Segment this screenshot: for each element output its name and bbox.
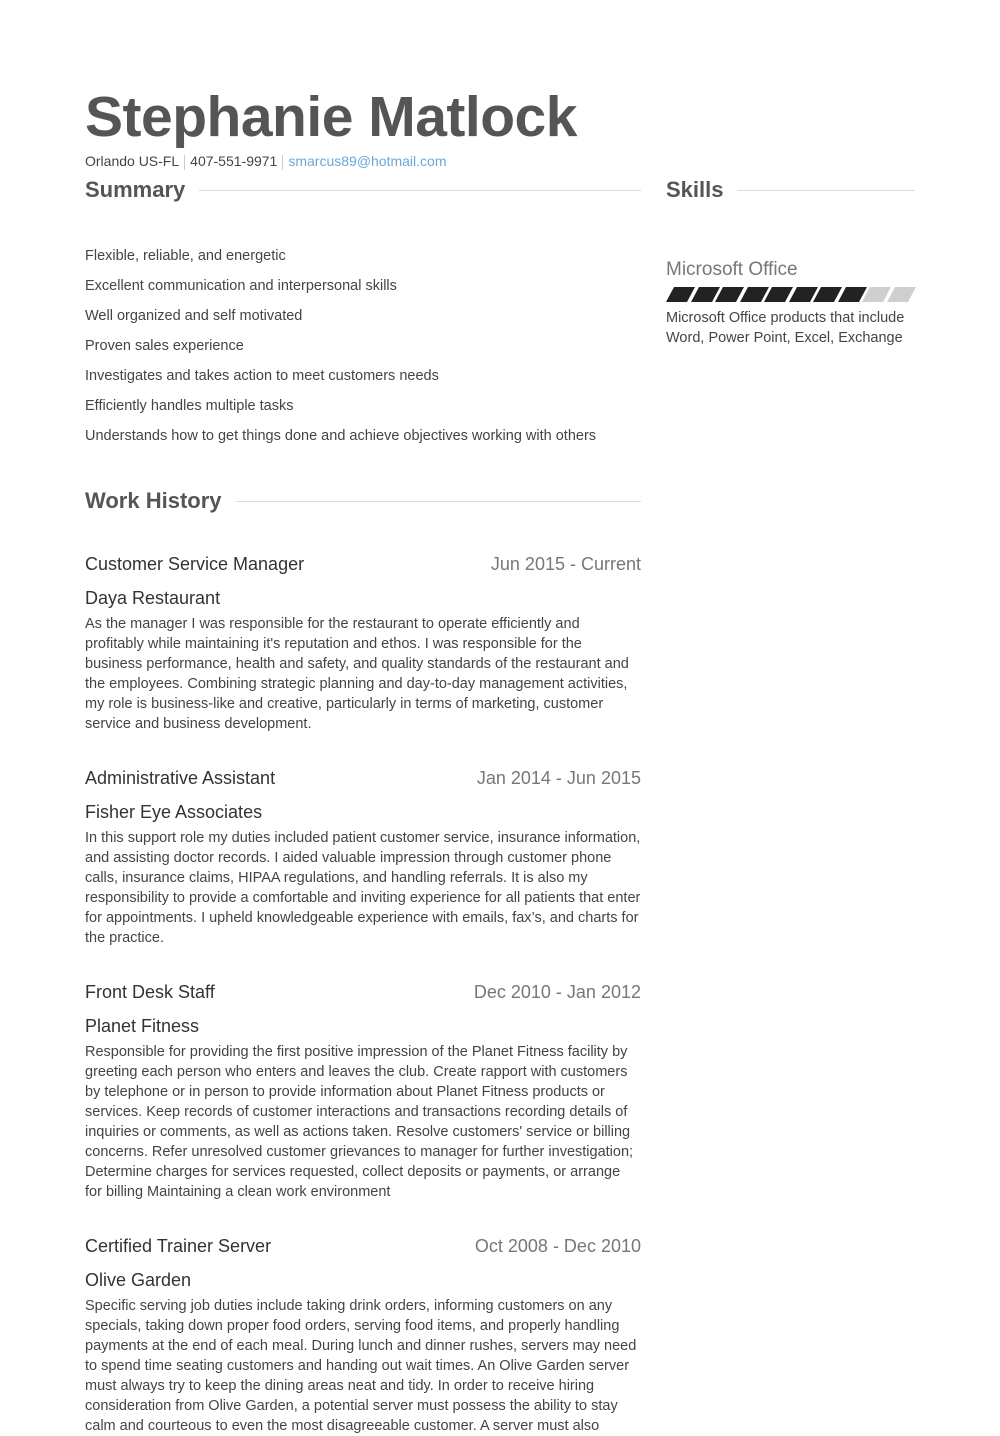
job-entry — [85, 554, 641, 734]
location: Orlando US-FL — [85, 153, 180, 169]
summary-item: Efficiently handles multiple tasks — [85, 398, 294, 414]
work-history-heading: Work History — [85, 488, 222, 513]
job-description: Specific serving job duties include taking drink orders, informing customers on any specials, taking down proper food orders, serving food items, and properly handling payments at the end of each meal. During lunch and dinner rushes, servers may need to spend time seating customers and handing out wait times. An Olive Garden server must always try to keep the dining areas neat and tidy. In order to receive hiring consideration from Olive Garden, a potential server must possess the ability to stay calm and courteous to even the most disagreeable customer. A server must also — [85, 1298, 637, 1434]
skill-segment — [715, 287, 743, 302]
summary-item: Well organized and self motivated — [85, 308, 303, 324]
skill-description: Microsoft Office products that include Word, Power Point, Excel, Exchange — [666, 310, 905, 346]
section-rule — [236, 501, 641, 502]
summary-item: Investigates and takes action to meet customers needs — [85, 368, 439, 384]
work-heading-row — [85, 486, 641, 516]
skills-heading: Skills — [666, 177, 724, 202]
summary-item: Understands how to get things done and achieve objectives working with others — [85, 428, 597, 444]
job-company: Planet Fitness — [85, 1016, 200, 1036]
summary-heading: Summary — [85, 177, 186, 202]
job-header — [85, 1236, 641, 1266]
job-dates: Jan 2014 - Jun 2015 — [476, 768, 641, 788]
skill-segment — [813, 287, 841, 302]
job-title: Front Desk Staff — [85, 982, 215, 1002]
job-company: Fisher Eye Associates — [85, 802, 263, 822]
job-description: As the manager I was responsible for the restaurant to operate efficiently and profitably while maintaining it's reputation and ethos. I was responsible for the business performance, health and safety, and quality standards of the restaurant and the employees. Combining strategic planning and day-to-day management activities, my role is business-like and creative, particularly in terms of marketing, customer service and business development. — [85, 616, 629, 732]
job-company: Daya Restaurant — [85, 588, 221, 608]
summary-heading-row — [85, 175, 641, 205]
main-column — [85, 175, 641, 1436]
job-entry — [85, 768, 641, 948]
skill-name: Microsoft Office — [666, 259, 798, 280]
candidate-name: Stephanie Matlock — [85, 85, 577, 149]
sidebar-column — [666, 175, 915, 348]
contact-line — [85, 152, 447, 170]
summary-item: Excellent communication and interpersonal skills — [85, 278, 397, 294]
summary-list — [85, 241, 641, 451]
job-company: Olive Garden — [85, 1270, 192, 1290]
skill-level-bar — [666, 287, 915, 302]
job-dates: Oct 2008 - Dec 2010 — [474, 1236, 641, 1256]
skill-segment — [862, 287, 890, 302]
summary-item: Flexible, reliable, and energetic — [85, 248, 286, 264]
job-title: Certified Trainer Server — [85, 1236, 272, 1256]
divider — [282, 155, 283, 170]
job-header — [85, 768, 641, 798]
job-header — [85, 982, 641, 1012]
skills-heading-row — [666, 175, 915, 205]
section-rule — [737, 190, 915, 191]
job-description: In this support role my duties included patient customer service, insurance information, and assisting doctor records. I aided valuable impression through customer phone calls, insurance claims, HIPAA regulations, and handling referrals. It is also my responsibility to provide a comfortable and inviting experience for all patients that enter for appointments. I upheld knowledgeable experience with emails, fax’s, and charts for the practice. — [85, 830, 641, 946]
skill-segment — [764, 287, 792, 302]
divider — [184, 155, 185, 170]
job-header — [85, 554, 641, 584]
skill-segment — [887, 287, 915, 302]
job-entry — [85, 1236, 641, 1436]
phone: 407-551-9971 — [190, 153, 278, 169]
job-description: Responsible for providing the first positive impression of the Planet Fitness facility by greeting each person who enters and leaves the club. Create rapport with customers by telephone or in person to provide information about Planet Fitness products or services. Keep records of customer interactions and transactions recording details of inquiries or comments, as well as actions taken. Resolve customers' service or billing concerns. Refer unresolved customer grievances to manager for further investigation; Determine charges for services requested, collect deposits or payments, or arrange for billing Maintaining a clean work environment — [85, 1044, 634, 1200]
skill-item — [666, 258, 915, 348]
job-title: Customer Service Manager — [85, 554, 305, 574]
summary-item: Proven sales experience — [85, 338, 244, 354]
job-title: Administrative Assistant — [85, 768, 276, 788]
skill-segment — [666, 287, 694, 302]
work-history-section — [85, 486, 641, 1436]
job-entry — [85, 982, 641, 1202]
section-rule — [199, 190, 641, 191]
job-dates: Dec 2010 - Jan 2012 — [473, 982, 641, 1002]
job-dates: Jun 2015 - Current — [490, 554, 641, 574]
email-link[interactable]: smarcus89@hotmail.com — [288, 153, 447, 169]
